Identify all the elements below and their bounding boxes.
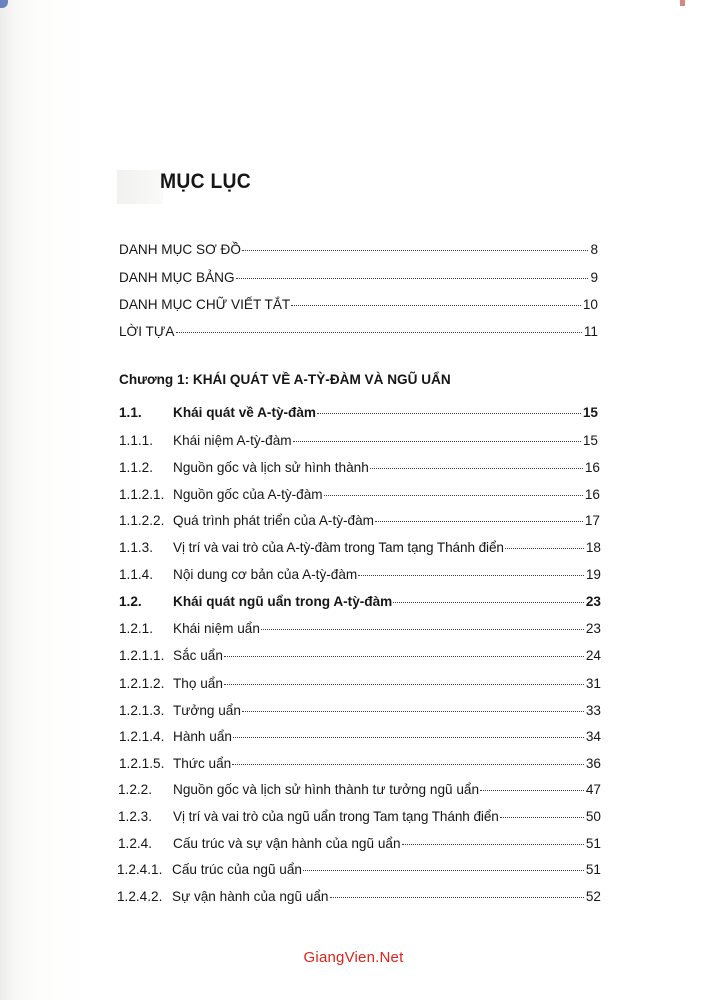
leader-dots — [242, 710, 584, 712]
toc-entry-label: LỜI TỰA — [119, 324, 175, 339]
toc-entry-1-1-1[interactable] — [119, 433, 598, 448]
leader-dots — [303, 869, 584, 871]
toc-page-number: 18 — [585, 540, 601, 555]
toc-page-number: 15 — [582, 405, 598, 420]
toc-page-number: 24 — [585, 648, 601, 663]
toc-entry-label: Tưởng uẩn — [173, 703, 241, 718]
toc-entry-1-2-1[interactable] — [119, 621, 601, 636]
toc-entry-number: 1.1.2.1. — [119, 487, 165, 502]
toc-page-number: 31 — [585, 676, 601, 691]
leader-dots — [224, 655, 584, 657]
toc-entry-front-2[interactable] — [119, 270, 598, 285]
toc-entry-number: 1.1. — [119, 405, 142, 420]
toc-entry-1-2-4-2[interactable] — [117, 889, 601, 904]
toc-entry-label: Sắc uẩn — [173, 648, 223, 663]
toc-entry-number: 1.2.1.1. — [119, 648, 165, 663]
page-title: MỤC LỤC — [160, 170, 252, 193]
toc-entry-1-2-1-4[interactable] — [119, 729, 601, 744]
toc-page-number: 10 — [582, 297, 598, 312]
toc-entry-label: Hành uẩn — [173, 729, 232, 744]
toc-page-number: 52 — [585, 889, 601, 904]
toc-entry-number: 1.1.2.2. — [119, 513, 165, 528]
leader-dots — [358, 574, 584, 576]
toc-page-number: 15 — [582, 433, 598, 448]
leader-dots — [232, 763, 584, 765]
toc-page-number: 8 — [590, 242, 598, 257]
toc-entry-front-1[interactable] — [119, 242, 598, 257]
toc-entry-label: Khái quát ngũ uẩn trong A-tỳ-đàm — [173, 594, 393, 609]
toc-entry-1-2[interactable] — [119, 594, 601, 609]
toc-page-number: 23 — [585, 621, 601, 636]
toc-entry-1-1-2-2[interactable] — [119, 513, 600, 528]
toc-page-number: 51 — [585, 836, 601, 851]
toc-page-number: 47 — [585, 782, 601, 797]
toc-entry-number: 1.2.1.4. — [119, 729, 165, 744]
toc-entry-1-2-1-2[interactable] — [119, 676, 601, 691]
toc-entry-front-3[interactable] — [119, 297, 598, 312]
toc-page-number: 36 — [585, 756, 601, 771]
watermark-text: GiangVien.Net — [303, 949, 404, 966]
leader-dots — [324, 494, 583, 496]
toc-entry-label: Thọ uẩn — [173, 676, 223, 691]
toc-entry-1-2-4-1[interactable] — [117, 862, 601, 877]
toc-entry-number: 1.1.4. — [119, 567, 154, 582]
toc-entry-number: 1.2.1.5. — [119, 756, 165, 771]
leader-dots — [291, 304, 581, 306]
toc-page-number: 11 — [583, 324, 598, 339]
toc-entry-label: Nguồn gốc và lịch sử hình thành tư tưởng ngũ uẩn — [173, 782, 480, 797]
toc-entry-label: DANH MỤC SƠ ĐỒ — [119, 242, 241, 257]
toc-page-number: 17 — [584, 513, 600, 528]
toc-entry-1-2-1-3[interactable] — [119, 703, 601, 718]
toc-entry-number: 1.2.4.2. — [117, 889, 163, 904]
toc-page-number: 23 — [585, 594, 601, 609]
toc-entry-label: Vị trí và vai trò của A-tỳ-đàm trong Tam tạng Thánh điển — [173, 540, 504, 555]
toc-entry-label: Nguồn gốc của A-tỳ-đàm — [173, 487, 323, 502]
leader-dots — [402, 843, 584, 845]
toc-entry-1-2-4[interactable] — [118, 836, 601, 851]
toc-entry-number: 1.2.4.1. — [117, 862, 163, 877]
toc-entry-1-1-3[interactable] — [119, 540, 601, 555]
leader-dots — [375, 520, 583, 522]
toc-entry-number: 1.1.1. — [119, 433, 154, 448]
toc-entry-label: Vị trí và vai trò của ngũ uẩn trong Tam tạng Thánh điển — [173, 809, 499, 824]
toc-entry-1-1-4[interactable] — [119, 567, 601, 582]
toc-page-number: 50 — [585, 809, 601, 824]
toc-entry-1-1-2[interactable] — [119, 460, 600, 475]
toc-entry-label: Khái niệm A-tỳ-đàm — [173, 433, 292, 448]
chapter-title: Chương 1: KHÁI QUÁT VỀ A-TỲ-ĐÀM VÀ NGŨ UẨN — [119, 372, 451, 387]
toc-entry-number: 1.2. — [119, 594, 142, 609]
leader-dots — [317, 412, 581, 414]
leader-dots — [261, 628, 584, 630]
toc-entry-number: 1.1.3. — [119, 540, 154, 555]
toc-entry-number: 1.2.1. — [119, 621, 154, 636]
toc-entry-label: Nội dung cơ bản của A-tỳ-đàm — [173, 567, 358, 582]
leader-dots — [370, 467, 583, 469]
toc-entry-1-1-2-1[interactable] — [119, 487, 600, 502]
leader-dots — [393, 601, 584, 603]
leader-dots — [330, 896, 584, 898]
leader-dots — [500, 816, 584, 818]
toc-page-number: 51 — [585, 862, 601, 877]
toc-entry-label: Khái niệm uẩn — [173, 621, 260, 636]
toc-entry-number: 1.2.1.3. — [119, 703, 165, 718]
toc-entry-1-2-2[interactable] — [118, 782, 601, 797]
toc-entry-label: Quá trình phát triển của A-tỳ-đàm — [173, 513, 374, 528]
toc-entry-label: Sự vận hành của ngũ uẩn — [172, 889, 329, 904]
toc-entry-label: Cấu trúc và sự vận hành của ngũ uẩn — [173, 836, 401, 851]
toc-entry-number: 1.2.4. — [118, 836, 153, 851]
toc-entry-number: 1.1.2. — [119, 460, 154, 475]
leader-dots — [236, 277, 589, 279]
toc-page-number: 16 — [584, 460, 600, 475]
toc-entry-number: 1.2.3. — [118, 809, 153, 824]
toc-entry-number: 1.2.2. — [118, 782, 153, 797]
toc-entry-front-4[interactable] — [119, 324, 598, 339]
toc-page-number: 34 — [585, 729, 601, 744]
leader-dots — [224, 683, 584, 685]
toc-entry-1-2-1-1[interactable] — [119, 648, 601, 663]
leader-dots — [242, 249, 589, 251]
toc-entry-number: 1.2.1.2. — [119, 676, 165, 691]
leader-dots — [293, 440, 581, 442]
toc-entry-label: DANH MỤC BẢNG — [119, 270, 235, 285]
toc-page-number: 33 — [585, 703, 601, 718]
leader-dots — [505, 547, 584, 549]
toc-entry-1-2-3[interactable] — [118, 809, 601, 824]
toc-page-number: 9 — [590, 270, 598, 285]
toc-entry-label: Thức uẩn — [173, 756, 232, 771]
toc-entry-label: Nguồn gốc và lịch sử hình thành — [173, 460, 369, 475]
toc-page-number: 16 — [584, 487, 600, 502]
toc-entry-1-2-1-5[interactable] — [119, 756, 601, 771]
toc-entry-label: DANH MỤC CHỮ VIẾT TẮT — [119, 297, 291, 312]
toc-entry-label: Khái quát về A-tỳ-đàm — [173, 405, 317, 420]
leader-dots — [233, 736, 584, 738]
toc-entry-1-1[interactable] — [119, 405, 598, 420]
leader-dots — [480, 789, 584, 791]
toc-page-number: 19 — [585, 567, 601, 582]
leader-dots — [176, 331, 582, 333]
toc-entry-label: Cấu trúc của ngũ uẩn — [172, 862, 302, 877]
